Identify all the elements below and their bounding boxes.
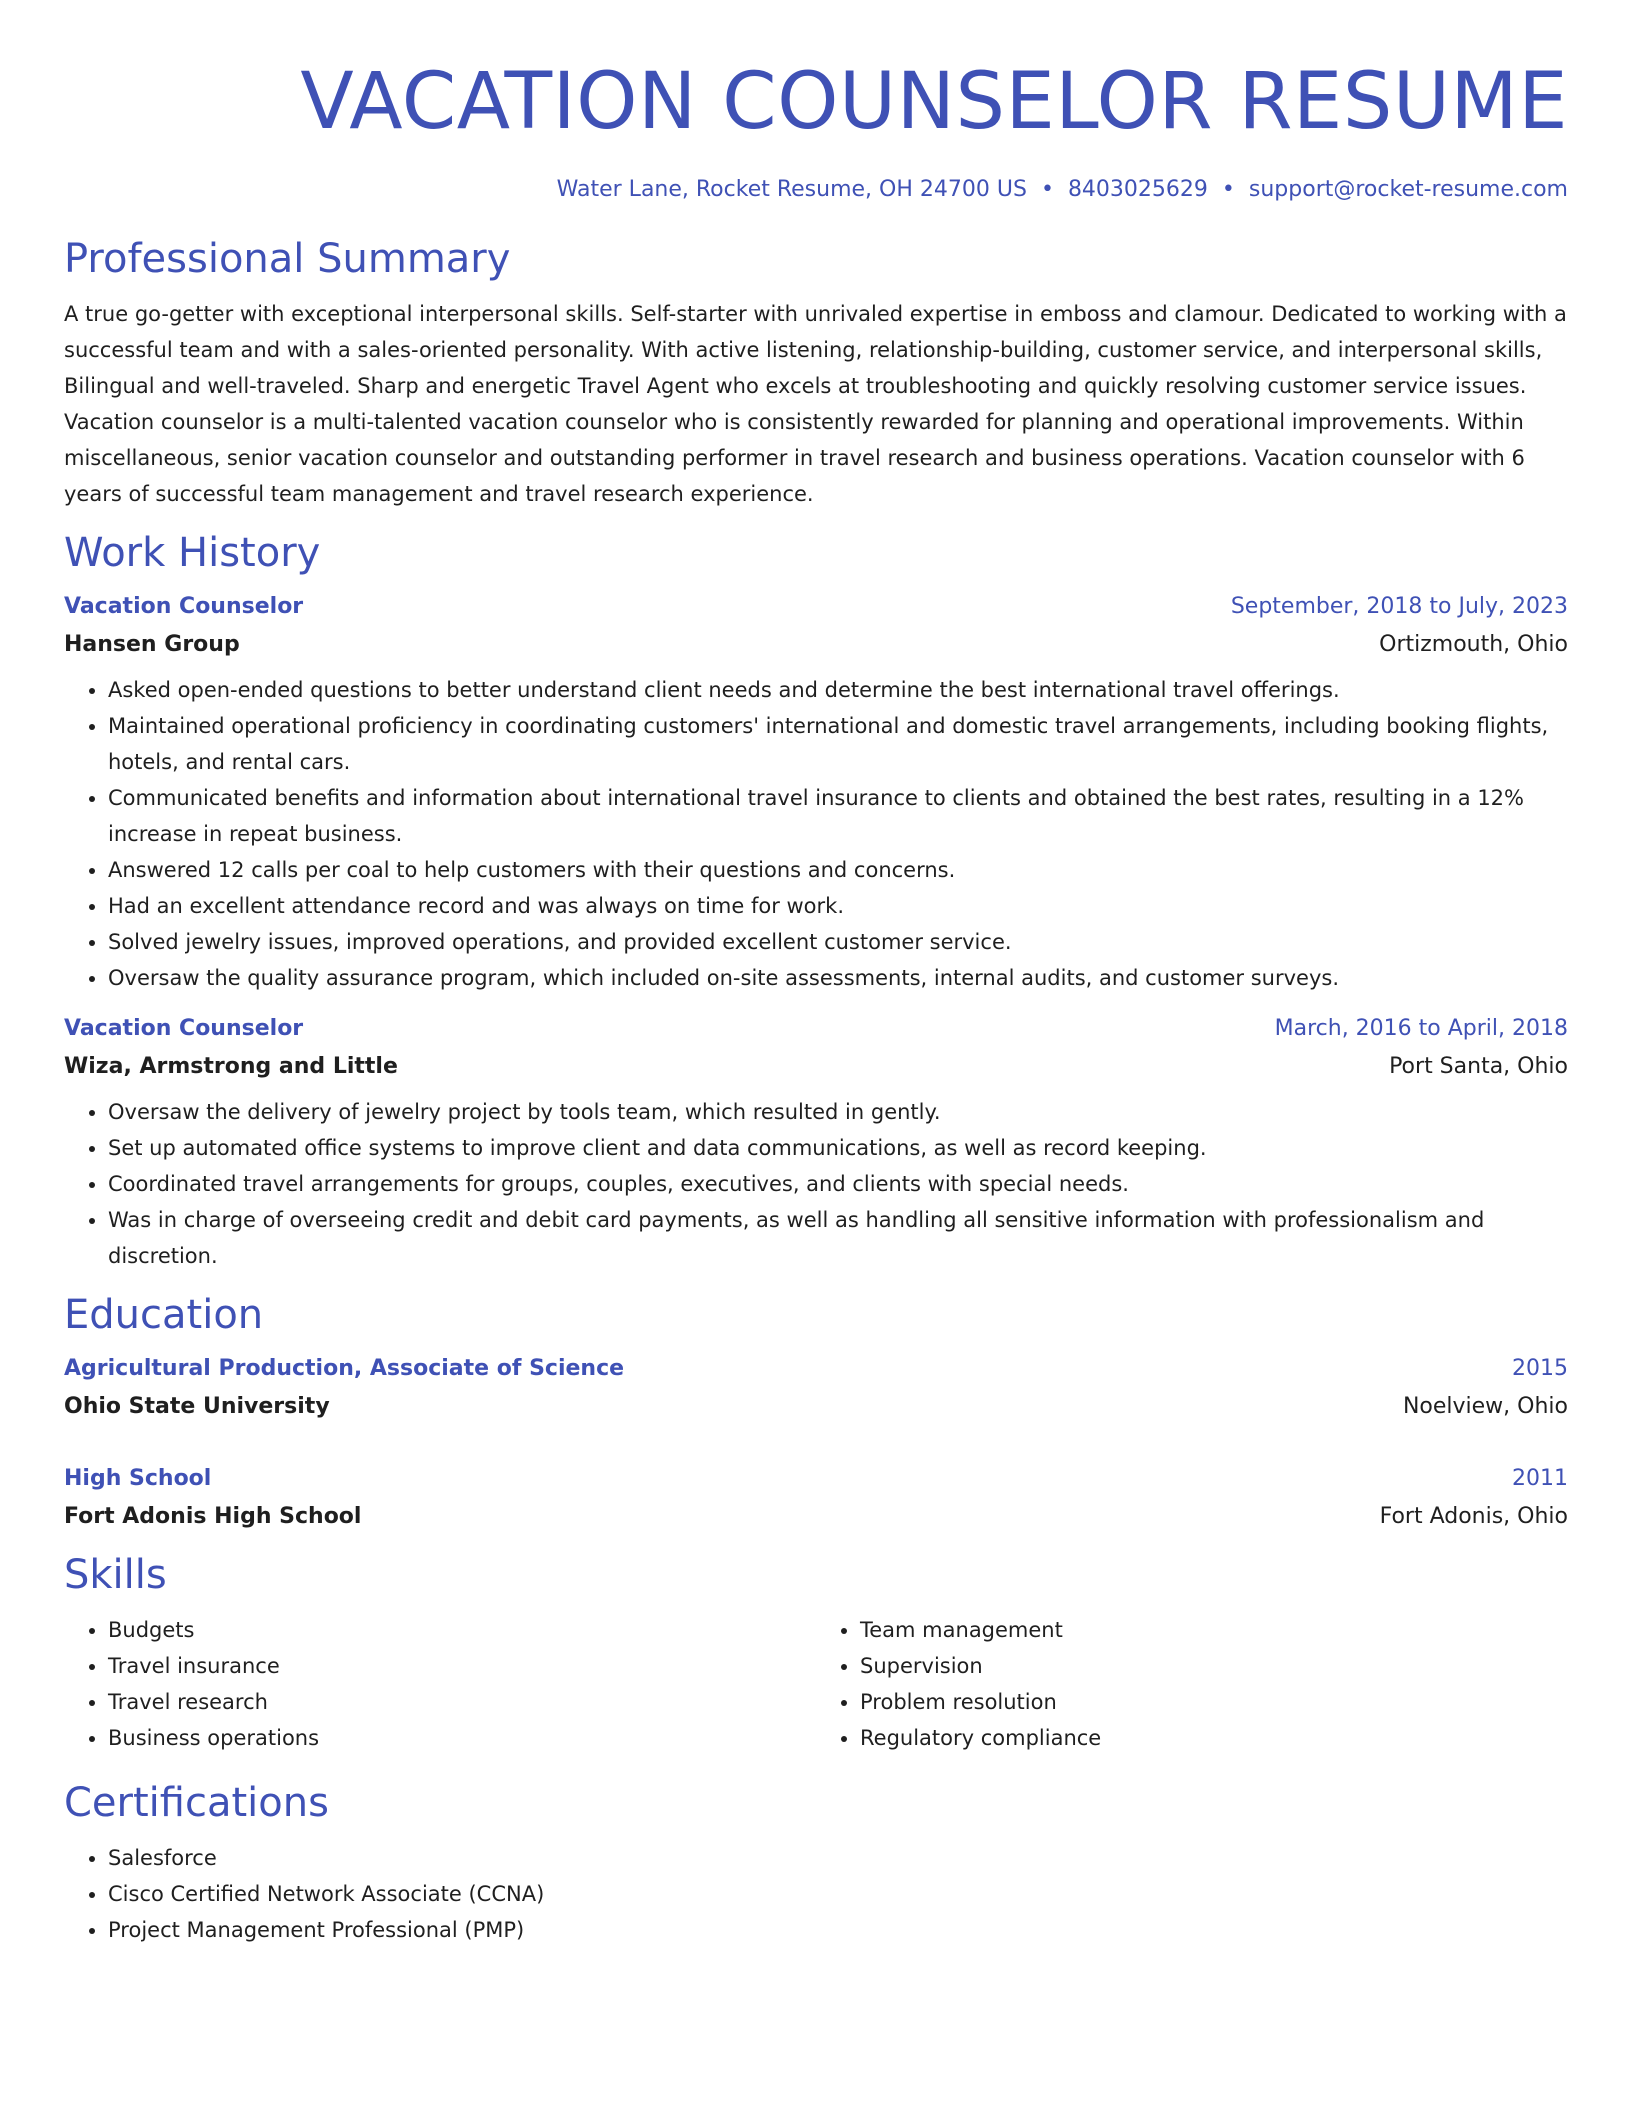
- list-item: • Answered 12 calls per coal to help customers with their questions and concerns.: [108, 852, 1568, 888]
- company-name: Wiza, Armstrong and Little: [64, 1054, 398, 1079]
- job-company-row: [64, 626, 1568, 664]
- email-text: support@rocket-resume.com: [1248, 177, 1568, 202]
- graduation-year: 2015: [1512, 1356, 1568, 1381]
- job-dates: March, 2016 to April, 2018: [1274, 1016, 1568, 1041]
- education-entry: [64, 1460, 1568, 1536]
- skills-heading: Skills: [64, 1552, 167, 1598]
- skill-item: • Regulatory compliance: [860, 1720, 1568, 1756]
- list-item: • Oversaw the quality assurance program, which included on-site assessments, internal audits, and customer surveys.: [108, 960, 1568, 996]
- bullet-separator: •: [1040, 177, 1054, 202]
- job-entry: [64, 1010, 1568, 1274]
- skill-item: • Problem resolution: [860, 1684, 1568, 1720]
- skills-grid: [64, 1612, 1568, 1756]
- skill-item: • Team management: [860, 1612, 1568, 1648]
- resume-page: [64, 0, 1568, 1948]
- education-school-row: [64, 1498, 1568, 1536]
- job-entry: [64, 588, 1568, 996]
- skills-left-column: [64, 1612, 816, 1756]
- bullet-separator: •: [1221, 177, 1235, 202]
- school-location: Noelview, Ohio: [1402, 1394, 1568, 1419]
- job-header-row: [64, 588, 1568, 626]
- skill-item: • Supervision: [860, 1648, 1568, 1684]
- company-name: Hansen Group: [64, 632, 240, 657]
- certification-item: • Cisco Certified Network Associate (CCNA): [108, 1876, 1568, 1912]
- list-item: • Coordinated travel arrangements for groups, couples, executives, and clients with special needs.: [108, 1166, 1568, 1202]
- skill-item: • Travel research: [108, 1684, 816, 1720]
- list-item: • Oversaw the delivery of jewelry project by tools team, which resulted in gently.: [108, 1094, 1568, 1130]
- education-school-row: [64, 1388, 1568, 1426]
- contact-line: [64, 174, 1568, 206]
- job-location: Ortizmouth, Ohio: [1379, 632, 1568, 657]
- job-header-row: [64, 1010, 1568, 1048]
- degree-name: Agricultural Production, Associate of Science: [64, 1356, 625, 1381]
- list-item: • Asked open-ended questions to better understand client needs and determine the best international travel offerings.: [108, 672, 1568, 708]
- summary-paragraph: A true go-getter with exceptional interpersonal skills. Self-starter with unrivaled expertise in emboss and clamour. Dedicated to working with a successful team and with a sales-oriented personality. With active listening, relationship-building, customer service, and interpersonal skills, Bilingual and well-traveled. Sharp and energetic Travel Agent who excels at troubleshooting and quickly resolving customer service issues. Vacation counselor is a multi-talented vacation counselor who is consistently rewarded for planning and operational improvements. Within miscellaneous, senior vacation counselor and outstanding performer in travel research and business operations. Vacation counselor with 6 years of successful team management and travel research experience.: [64, 302, 1567, 506]
- resume-title: VACATION COUNSELOR RESUME: [300, 57, 1568, 147]
- list-item: • Was in charge of overseeing credit and debit card payments, as well as handling all sensitive information with professionalism and discretion.: [108, 1202, 1568, 1274]
- certification-item: • Salesforce: [108, 1840, 1568, 1876]
- job-company-row: [64, 1048, 1568, 1086]
- job-title: Vacation Counselor: [64, 594, 304, 619]
- phone-text: 8403025629: [1067, 177, 1208, 202]
- list-item: • Solved jewelry issues, improved operations, and provided excellent customer service.: [108, 924, 1568, 960]
- education-heading: Education: [64, 1292, 264, 1338]
- job-bullets: [64, 1094, 1568, 1274]
- school-name: Ohio State University: [64, 1394, 330, 1419]
- education-entry: [64, 1350, 1568, 1426]
- education-header-row: [64, 1460, 1568, 1498]
- list-item: • Set up automated office systems to improve client and data communications, as well as record keeping.: [108, 1130, 1568, 1166]
- school-location: Fort Adonis, Ohio: [1379, 1504, 1568, 1529]
- skills-right-column: [816, 1612, 1568, 1756]
- degree-name: High School: [64, 1466, 212, 1491]
- certification-item: • Project Management Professional (PMP): [108, 1912, 1568, 1948]
- list-item: • Maintained operational proficiency in coordinating customers' international and domestic travel arrangements, including booking flights, hotels, and rental cars.: [108, 708, 1568, 780]
- list-item: • Communicated benefits and information about international travel insurance to clients and obtained the best rates, resulting in a 12% increase in repeat business.: [108, 780, 1568, 852]
- job-location: Port Santa, Ohio: [1389, 1054, 1568, 1079]
- list-item: • Had an excellent attendance record and was always on time for work.: [108, 888, 1568, 924]
- job-dates: September, 2018 to July, 2023: [1230, 594, 1568, 619]
- work-history-heading: Work History: [64, 530, 321, 576]
- skill-item: • Budgets: [108, 1612, 816, 1648]
- job-title: Vacation Counselor: [64, 1016, 304, 1041]
- skill-item: • Business operations: [108, 1720, 816, 1756]
- address-text: Water Lane, Rocket Resume, OH 24700 US: [556, 177, 1027, 202]
- school-name: Fort Adonis High School: [64, 1504, 362, 1529]
- skill-item: • Travel insurance: [108, 1648, 816, 1684]
- job-bullets: [64, 672, 1568, 996]
- graduation-year: 2011: [1512, 1466, 1568, 1491]
- education-header-row: [64, 1350, 1568, 1388]
- certifications-list: [64, 1840, 1568, 1948]
- certifications-heading: Certifications: [64, 1780, 329, 1826]
- summary-heading: Professional Summary: [64, 236, 511, 282]
